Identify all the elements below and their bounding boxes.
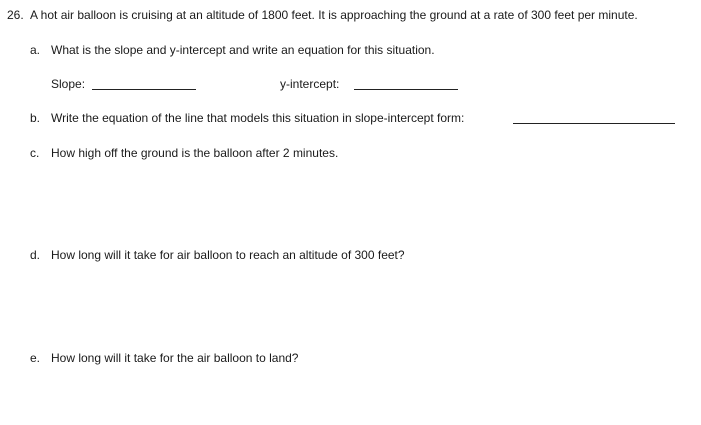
part-a-question: What is the slope and y-intercept and write an equation for this situation. bbox=[51, 43, 435, 57]
part-d-letter: d. bbox=[30, 248, 41, 262]
equation-answer-blank[interactable] bbox=[513, 123, 675, 124]
part-c-letter: c. bbox=[30, 146, 40, 160]
slope-answer-blank[interactable] bbox=[92, 89, 196, 90]
problem-number: 26. bbox=[7, 8, 24, 22]
part-a-letter: a. bbox=[30, 43, 41, 57]
part-e-letter: e. bbox=[30, 351, 41, 365]
part-b-question: Write the equation of the line that models this situation in slope-intercept form: bbox=[51, 111, 465, 125]
part-d-question: How long will it take for air balloon to reach an altitude of 300 feet? bbox=[51, 248, 405, 262]
part-c-question: How high off the ground is the balloon after 2 minutes. bbox=[51, 146, 339, 160]
part-e-question: How long will it take for the air balloon to land? bbox=[51, 351, 299, 365]
problem-statement: A hot air balloon is cruising at an altitude of 1800 feet. It is approaching the ground at a rate of 300 feet per minute. bbox=[30, 8, 638, 22]
slope-label: Slope: bbox=[51, 77, 86, 91]
part-b-letter: b. bbox=[30, 111, 41, 125]
intercept-label: y-intercept: bbox=[280, 77, 340, 91]
intercept-answer-blank[interactable] bbox=[354, 89, 458, 90]
